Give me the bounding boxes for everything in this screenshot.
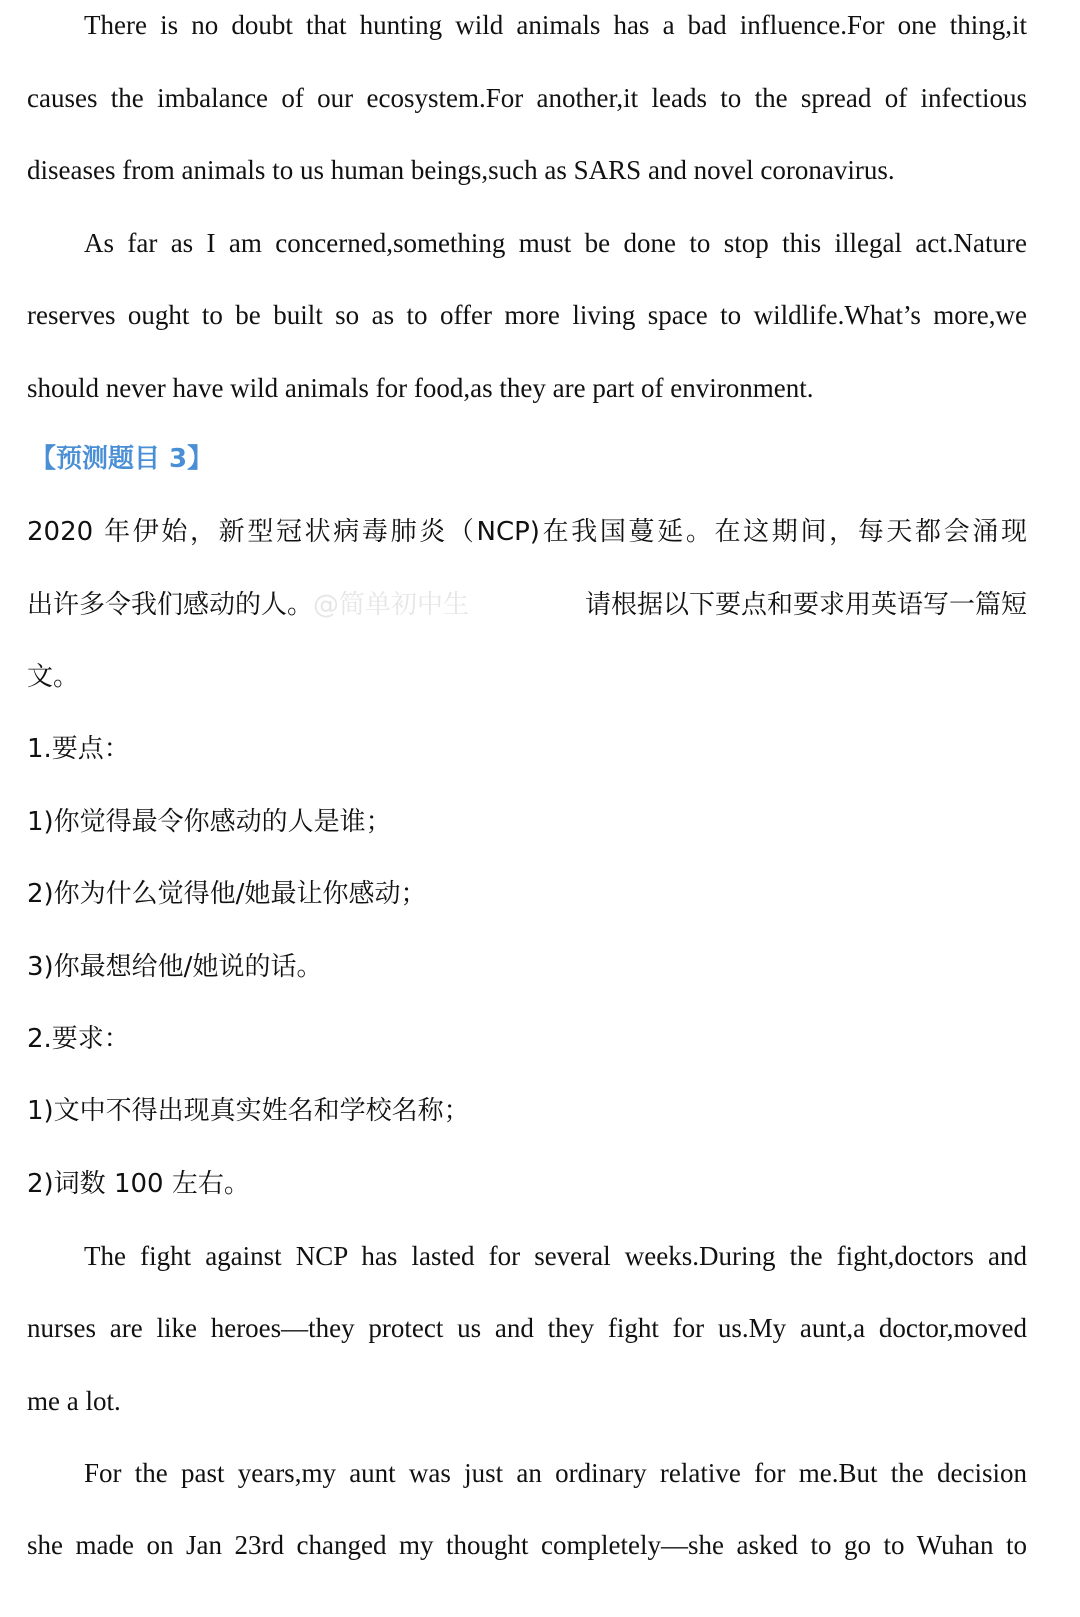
prompt-line3: 文。 [27,662,80,692]
requirements-item1: 1)文中不得出现真实姓名和学校名称； [27,1096,470,1126]
essay-p2-line1: For the past years,my aunt was just an ordinary relative for me.But the decision [84,1458,1027,1488]
paragraph1-line3: diseases from animals to us human beings,such as SARS and novel coronavirus. [27,155,895,185]
paragraph2-line3: should never have wild animals for food,as they are part of environment. [27,373,814,403]
essay-p2-line2: she made on Jan 23rd changed my thought completely—she asked to go to Wuhan to [27,1530,1027,1560]
essay-p1-line3: me a lot. [27,1386,121,1416]
prompt-line2-start: 出许多令我们感动的人。 [27,590,314,620]
essay-p1-line1: The fight against NCP has lasted for several weeks.During the fight,doctors and [84,1241,1027,1271]
paragraph2-line2: reserves ought to be built so as to offer more living space to wildlife.What’s more,we [27,300,1027,330]
essay-p1-line2: nurses are like heroes—they protect us and they fight for us.My aunt,a doctor,moved [27,1313,1027,1343]
watermark: @简单初中生 [313,590,470,620]
requirements-title: 2.要求： [27,1024,130,1054]
points-item1: 1)你觉得最令你感动的人是谁； [27,807,392,837]
prompt-line2-end: 请根据以下要点和要求用英语写一篇短 [584,590,1027,620]
prompt-line1: 2020 年伊始，新型冠状病毒肺炎（NCP)在我国蔓延。在这期间，每天都会涌现 [27,517,1027,547]
paragraph1-line1: There is no doubt that hunting wild animals has a bad influence.For one thing,it [84,10,1027,40]
section-heading: 【预测题目 3】 [30,444,214,474]
points-title: 1.要点： [27,734,130,764]
paragraph1-line2: causes the imbalance of our ecosystem.For another,it leads to the spread of infectious [27,83,1027,113]
prompt-line2 [27,588,1027,622]
paragraph2-line1: As far as I am concerned,something must be done to stop this illegal act.Nature [84,228,1027,258]
points-item2: 2)你为什么觉得他/她最让你感动； [27,879,427,909]
points-item3: 3)你最想给他/她说的话。 [27,952,323,982]
requirements-item2: 2)词数 100 左右。 [27,1169,250,1199]
